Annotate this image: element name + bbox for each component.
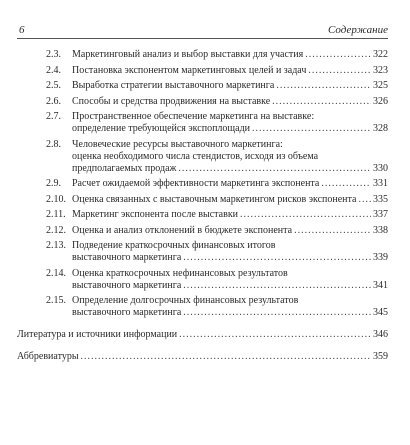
toc-entry[interactable] [0,268,410,292]
section-title: Содержание [327,24,388,36]
toc-entry-title-line: выставочного маркетинга [72,279,182,291]
toc-entry-number: 2.6. [46,95,61,107]
toc-entry-page: 322 [373,49,388,60]
dot-leader [252,123,371,135]
toc-entry-title-line: Маркетинговый анализ и выбор выставки для участия [72,49,304,60]
toc-entry-title-line: Маркетинг экспонента после выставки [72,209,239,220]
toc-entry[interactable] [0,49,410,61]
toc-entry-number: 2.10. [46,193,66,205]
dot-leader [179,329,371,341]
toc-entry-page: 335 [373,193,388,205]
dot-leader [305,49,371,61]
dot-leader [272,96,371,108]
toc-entry-title-line: Оценка связанных с выставочным маркетингом рисков экспонента [72,193,357,205]
toc-entry-title-line: определение требующейся экспоплощади [72,123,251,134]
table-of-contents [0,49,410,373]
toc-entry-page: 345 [373,307,388,318]
toc-entry[interactable] [0,65,410,77]
toc-entry-title-line: Оценка и анализ отклонений в бюджете экспонента [72,224,293,236]
toc-entry-number: 2.11. [46,209,66,220]
toc-entry-number: 2.13. [46,240,66,251]
toc-entry-number: 2.4. [46,64,61,76]
toc-entry-number: 2.15. [46,295,66,306]
toc-entry-number: 2.5. [46,80,61,91]
toc-entry-page: 339 [373,252,388,263]
toc-top-entry[interactable] [0,351,410,363]
toc-entry-title-line: предполагаемых продаж [72,162,177,174]
dot-leader [183,252,371,264]
toc-top-entry-page: 359 [373,350,388,362]
dot-leader [183,280,371,292]
toc-top-entry[interactable] [0,329,410,341]
dot-leader [276,80,371,92]
toc-top-entry-title: Литература и источники информации [17,328,178,340]
toc-entry-title-line: Определение долгосрочных финансовых результатов [72,295,299,306]
toc-entry-page: 326 [373,95,388,107]
toc-entry[interactable] [0,111,410,135]
toc-entry-page: 337 [373,209,388,220]
toc-entry-number: 2.3. [46,49,61,60]
toc-entry-number: 2.12. [46,224,66,236]
dot-leader [358,194,371,206]
toc-entry-title-line: Оценка краткосрочных нефинансовых результатов [72,267,288,279]
dot-leader [178,163,371,175]
toc-entry-page: 330 [373,162,388,174]
toc-entry-page: 331 [373,178,388,189]
toc-entry-title-line: Расчет ожидаемой эффективности маркетинга экспонента [72,178,320,189]
toc-entry-title-line: Подведение краткосрочных финансовых итогов [72,240,276,251]
toc-entry-page: 325 [373,80,388,91]
dot-leader [308,65,371,77]
toc-entry-title-line: Способы и средства продвижения на выставке [72,95,271,107]
toc-entry[interactable] [0,225,410,237]
toc-top-entry-page: 346 [373,328,388,340]
toc-entry-number: 2.9. [46,178,61,189]
toc-entry-title-line: Человеческие ресурсы выставочного маркетинга: [72,138,283,150]
toc-entry[interactable] [0,194,410,206]
toc-entry[interactable] [0,96,410,108]
toc-entry-number: 2.14. [46,267,66,279]
toc-entry[interactable] [0,295,410,319]
toc-entry-title-line: выставочного маркетинга [72,252,182,263]
dot-leader [240,209,371,221]
toc-entry-title-line: Пространственное обеспечение маркетинга на выставке: [72,111,315,122]
dot-leader [321,178,371,190]
toc-entry-title-line: Постановка экспонентом маркетинговых целей и задач [72,64,307,76]
toc-entry-page: 328 [373,123,388,134]
toc-entry[interactable] [0,240,410,264]
toc-top-entry-title: Аббревиатуры [17,350,79,362]
dot-leader [183,307,371,319]
toc-entry-title-line: выставочного маркетинга [72,307,182,318]
toc-entry-number: 2.8. [46,138,61,150]
toc-entry[interactable] [0,178,410,190]
toc-entry-number: 2.7. [46,111,61,122]
running-header [17,22,388,39]
dot-leader [294,225,371,237]
toc-entry[interactable] [0,80,410,92]
page-number: 6 [19,24,25,36]
toc-entry-page: 323 [373,64,388,76]
toc-entry-page: 341 [373,279,388,291]
toc-entry-page: 338 [373,224,388,236]
toc-entry-title-line: Выработка стратегии выставочного маркетинга [72,80,275,91]
dot-leader [81,351,371,363]
toc-entry-title-line: оценка необходимого числа стендистов, исходя из объема [72,150,319,162]
toc-entry[interactable] [0,139,410,175]
toc-entry[interactable] [0,209,410,221]
